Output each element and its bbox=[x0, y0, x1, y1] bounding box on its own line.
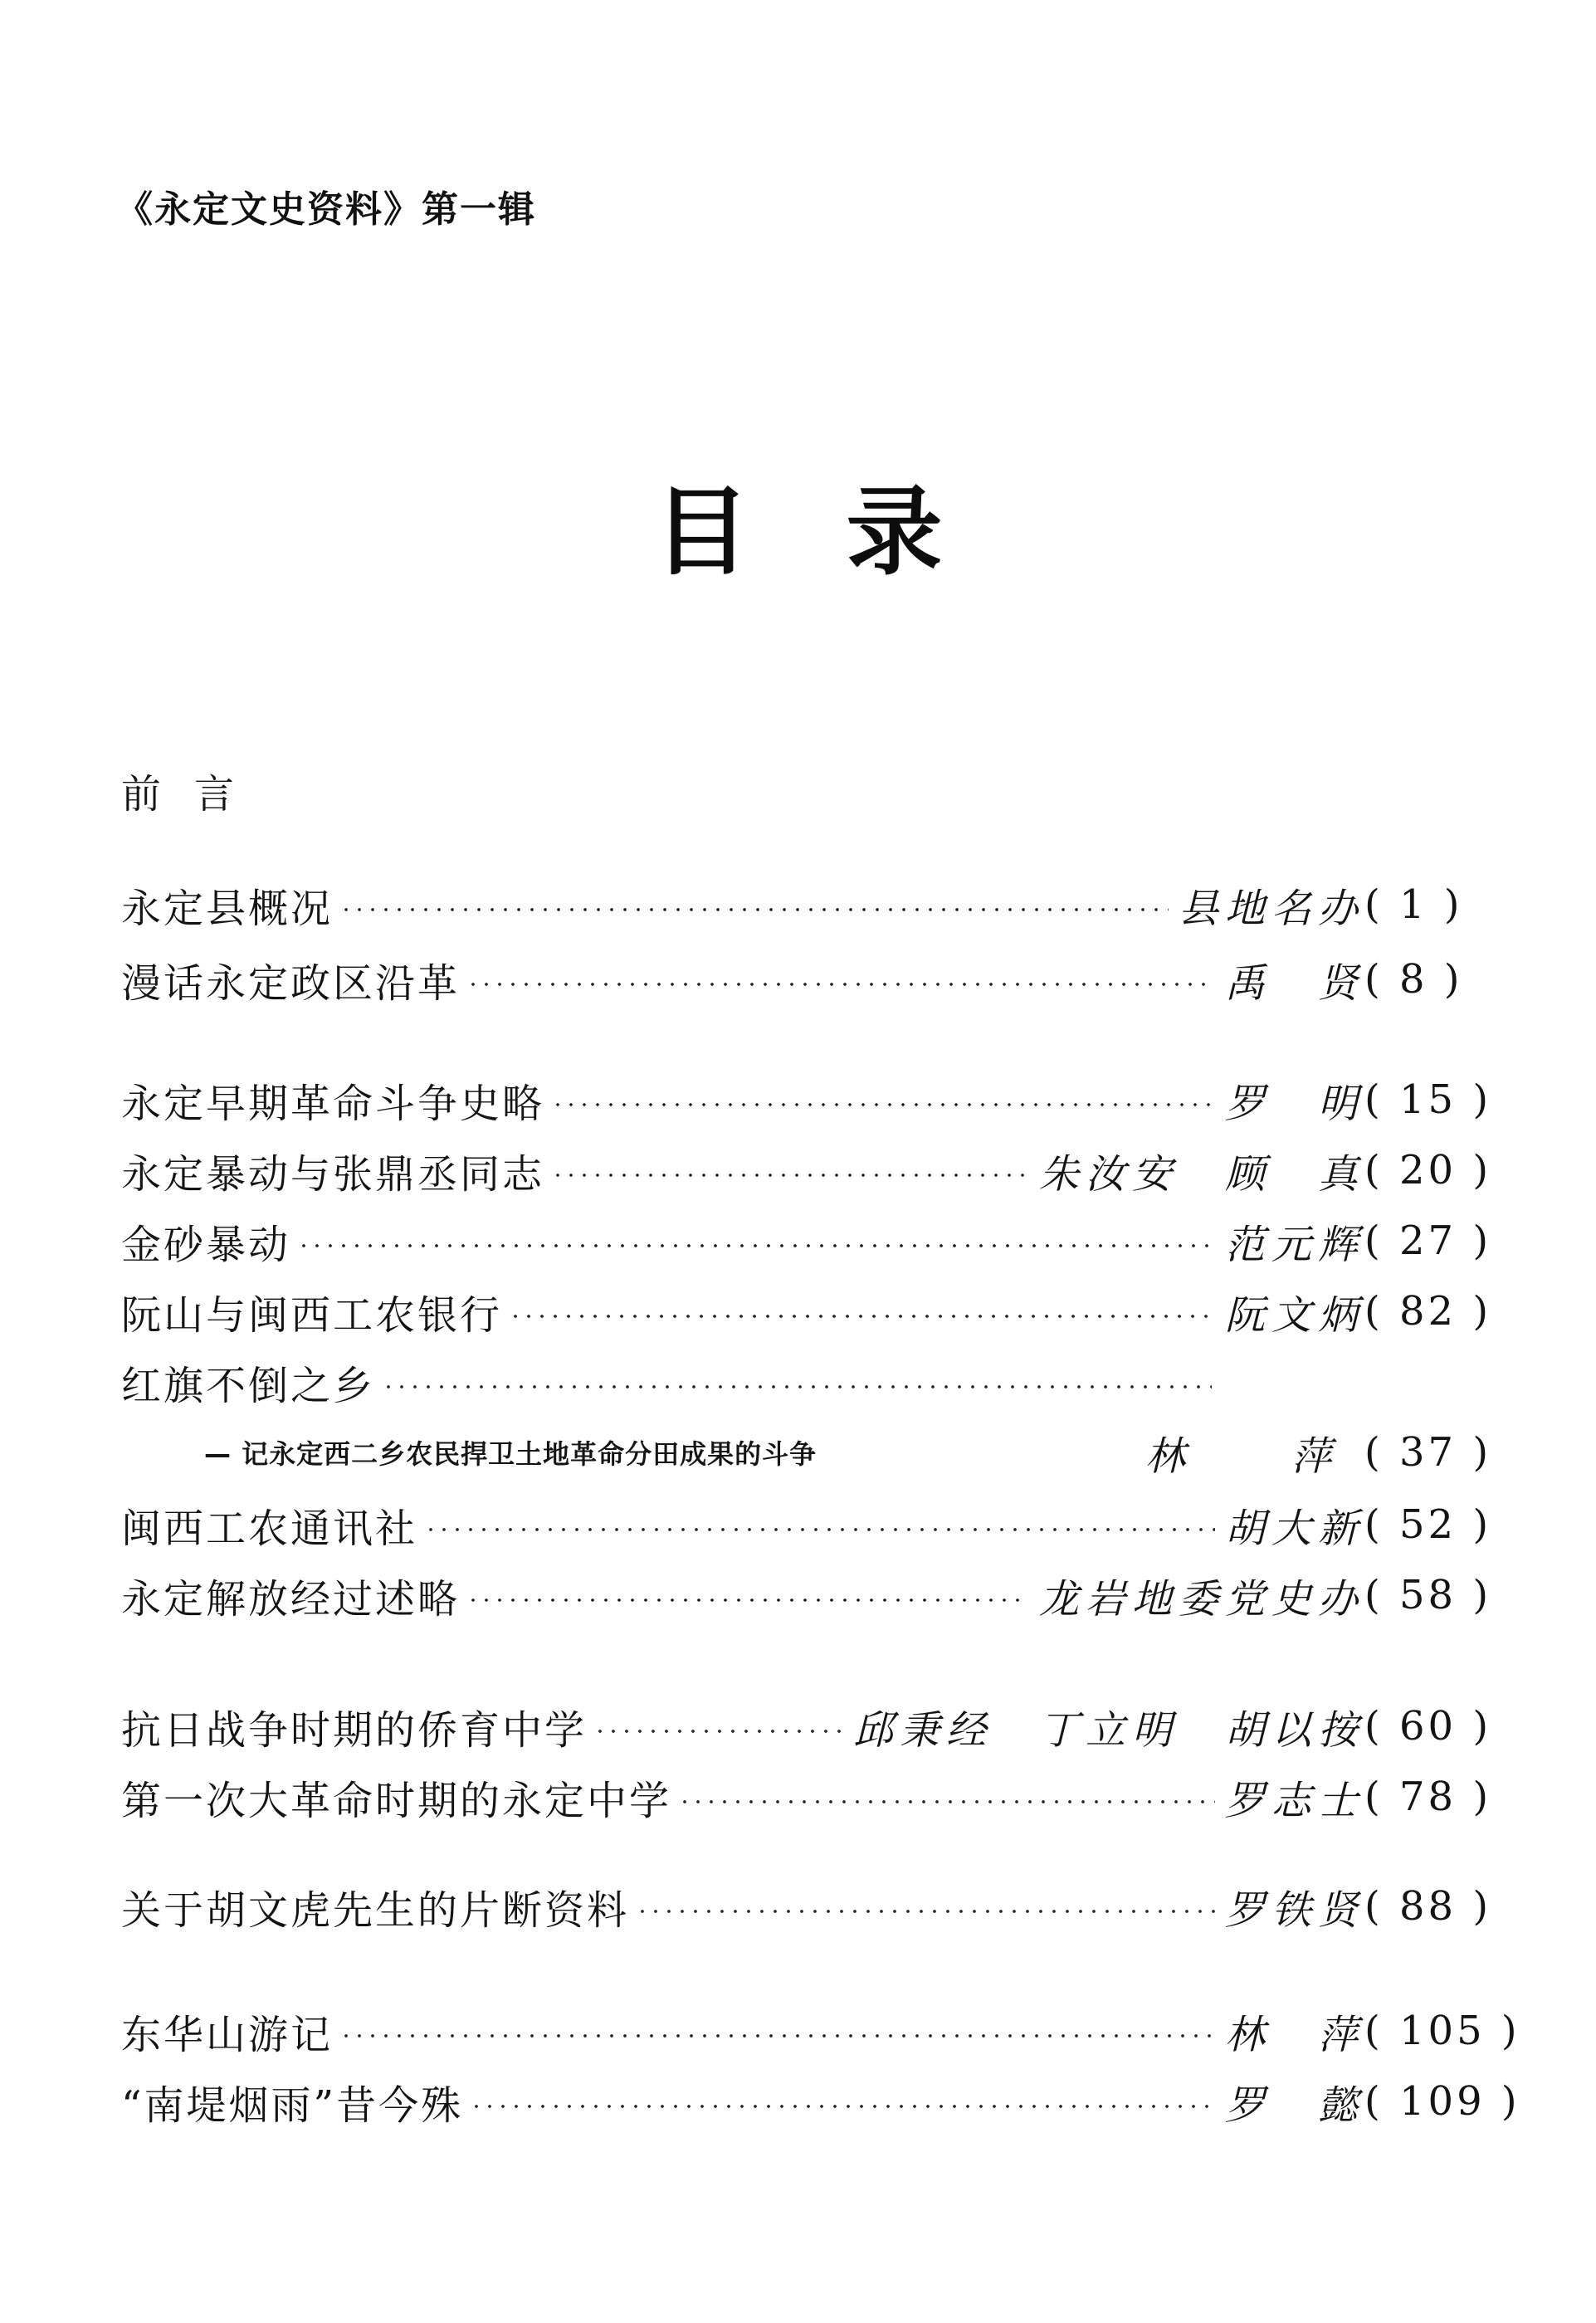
toc-entry-author: 林 萍 bbox=[1224, 2011, 1364, 2058]
toc-entry-page: ( 82 ) bbox=[1364, 1288, 1492, 1335]
dot-leader bbox=[593, 1729, 843, 1734]
toc-entry-title: 闽西工农通讯社 bbox=[121, 1505, 418, 1552]
toc-entry-author: 罗 明 bbox=[1224, 1080, 1364, 1127]
toc-entry-page: ( 1 ) bbox=[1364, 881, 1463, 928]
toc-entry-page: ( 78 ) bbox=[1364, 1774, 1492, 1820]
toc-entry-page: ( 60 ) bbox=[1364, 1703, 1492, 1750]
toc-entry bbox=[121, 1355, 1489, 1408]
toc-entry bbox=[121, 1569, 1492, 1623]
toc-entry-page: ( 105 ) bbox=[1364, 2008, 1520, 2054]
toc-entry-author: 朱汝安 顾 真 bbox=[1038, 1150, 1364, 1198]
preface-heading: 前言 bbox=[121, 771, 268, 817]
toc-entry-page: ( 27 ) bbox=[1364, 1218, 1492, 1264]
dot-leader bbox=[551, 1102, 1215, 1107]
page-title: 目 录 bbox=[653, 476, 943, 588]
toc-entry-title: 阮山与闽西工农银行 bbox=[121, 1291, 503, 1339]
toc-entry-subtitle-row bbox=[121, 1426, 1492, 1480]
series-title: 《永定文史资料》第一辑 bbox=[116, 188, 536, 231]
dot-leader bbox=[339, 907, 1169, 912]
dot-leader bbox=[466, 982, 1215, 987]
toc-entry-author: 罗铁贤 bbox=[1224, 1886, 1364, 1934]
dot-leader bbox=[470, 2104, 1215, 2109]
toc-entry bbox=[121, 1073, 1492, 1127]
toc-entry-page: ( 109 ) bbox=[1364, 2078, 1520, 2125]
toc-entry-title: 永定解放经过述略 bbox=[121, 1575, 461, 1623]
toc-entry-author: 胡大新 bbox=[1224, 1505, 1364, 1552]
toc-entry-author: 阮文炳 bbox=[1224, 1291, 1364, 1339]
toc-entry bbox=[121, 1285, 1492, 1339]
dot-leader bbox=[339, 2033, 1215, 2038]
toc-entry-title: “南堤烟雨”昔今殊 bbox=[121, 2081, 464, 2129]
toc-entry-title: 东华山游记 bbox=[121, 2011, 334, 2058]
dot-leader bbox=[466, 1598, 1029, 1603]
toc-entry-author: 林 萍 bbox=[1145, 1432, 1364, 1480]
dot-leader bbox=[382, 1384, 1212, 1389]
toc-entry-title: 金砂暴动 bbox=[121, 1221, 291, 1268]
toc-entry bbox=[121, 1214, 1492, 1268]
toc-entry bbox=[121, 953, 1489, 1006]
dot-leader bbox=[636, 1909, 1215, 1914]
toc-entry bbox=[121, 2075, 1520, 2129]
toc-entry bbox=[121, 1700, 1492, 1754]
dot-leader bbox=[424, 1527, 1215, 1532]
toc-entry-author: 禹 贤 bbox=[1224, 959, 1364, 1007]
toc-entry-title: 漫话永定政区沿革 bbox=[121, 959, 461, 1007]
toc-entry-page: ( 58 ) bbox=[1364, 1572, 1492, 1618]
toc-entry-author: 邱秉经 丁立明 胡以按 bbox=[852, 1706, 1364, 1754]
toc-entry-author: 龙岩地委党史办 bbox=[1038, 1575, 1364, 1623]
toc-entry-title: 永定早期革命斗争史略 bbox=[121, 1080, 545, 1127]
toc-entry bbox=[121, 1880, 1492, 1934]
toc-entry bbox=[121, 878, 1489, 931]
dot-leader bbox=[509, 1314, 1215, 1319]
toc-entry bbox=[121, 2004, 1520, 2058]
toc-entry bbox=[121, 1498, 1492, 1552]
toc-entry-title: 红旗不倒之乡 bbox=[121, 1362, 376, 1409]
toc-entry bbox=[121, 1144, 1492, 1198]
toc-entry-page: ( 37 ) bbox=[1364, 1429, 1492, 1476]
toc-entry-title: 永定暴动与张鼎丞同志 bbox=[121, 1150, 545, 1198]
toc-entry-author: 罗志士 bbox=[1224, 1777, 1364, 1824]
toc-entry-author: 罗 懿 bbox=[1224, 2081, 1364, 2129]
dot-leader bbox=[551, 1173, 1029, 1178]
dot-leader bbox=[678, 1799, 1215, 1804]
toc-entry-page: ( 20 ) bbox=[1364, 1147, 1492, 1193]
toc-entry bbox=[121, 1770, 1492, 1824]
toc-entry-author: 范元辉 bbox=[1224, 1221, 1364, 1268]
toc-entry-page: ( 15 ) bbox=[1364, 1076, 1492, 1123]
toc-entry-title: 永定县概况 bbox=[121, 885, 334, 932]
toc-entry-title: 抗日战争时期的侨育中学 bbox=[121, 1706, 588, 1754]
toc-entry-page: ( 52 ) bbox=[1364, 1501, 1492, 1548]
dot-leader bbox=[297, 1243, 1215, 1248]
toc-entry-subtitle: — 记永定西二乡农民捍卫土地革命分田成果的斗争 bbox=[204, 1438, 818, 1470]
toc-entry-page: ( 88 ) bbox=[1364, 1883, 1492, 1930]
toc-entry-title: 第一次大革命时期的永定中学 bbox=[121, 1777, 672, 1824]
toc-entry-author: 县地名办 bbox=[1178, 885, 1364, 932]
toc-entry-page: ( 8 ) bbox=[1364, 956, 1463, 1003]
toc-entry-title: 关于胡文虎先生的片断资料 bbox=[121, 1886, 630, 1934]
